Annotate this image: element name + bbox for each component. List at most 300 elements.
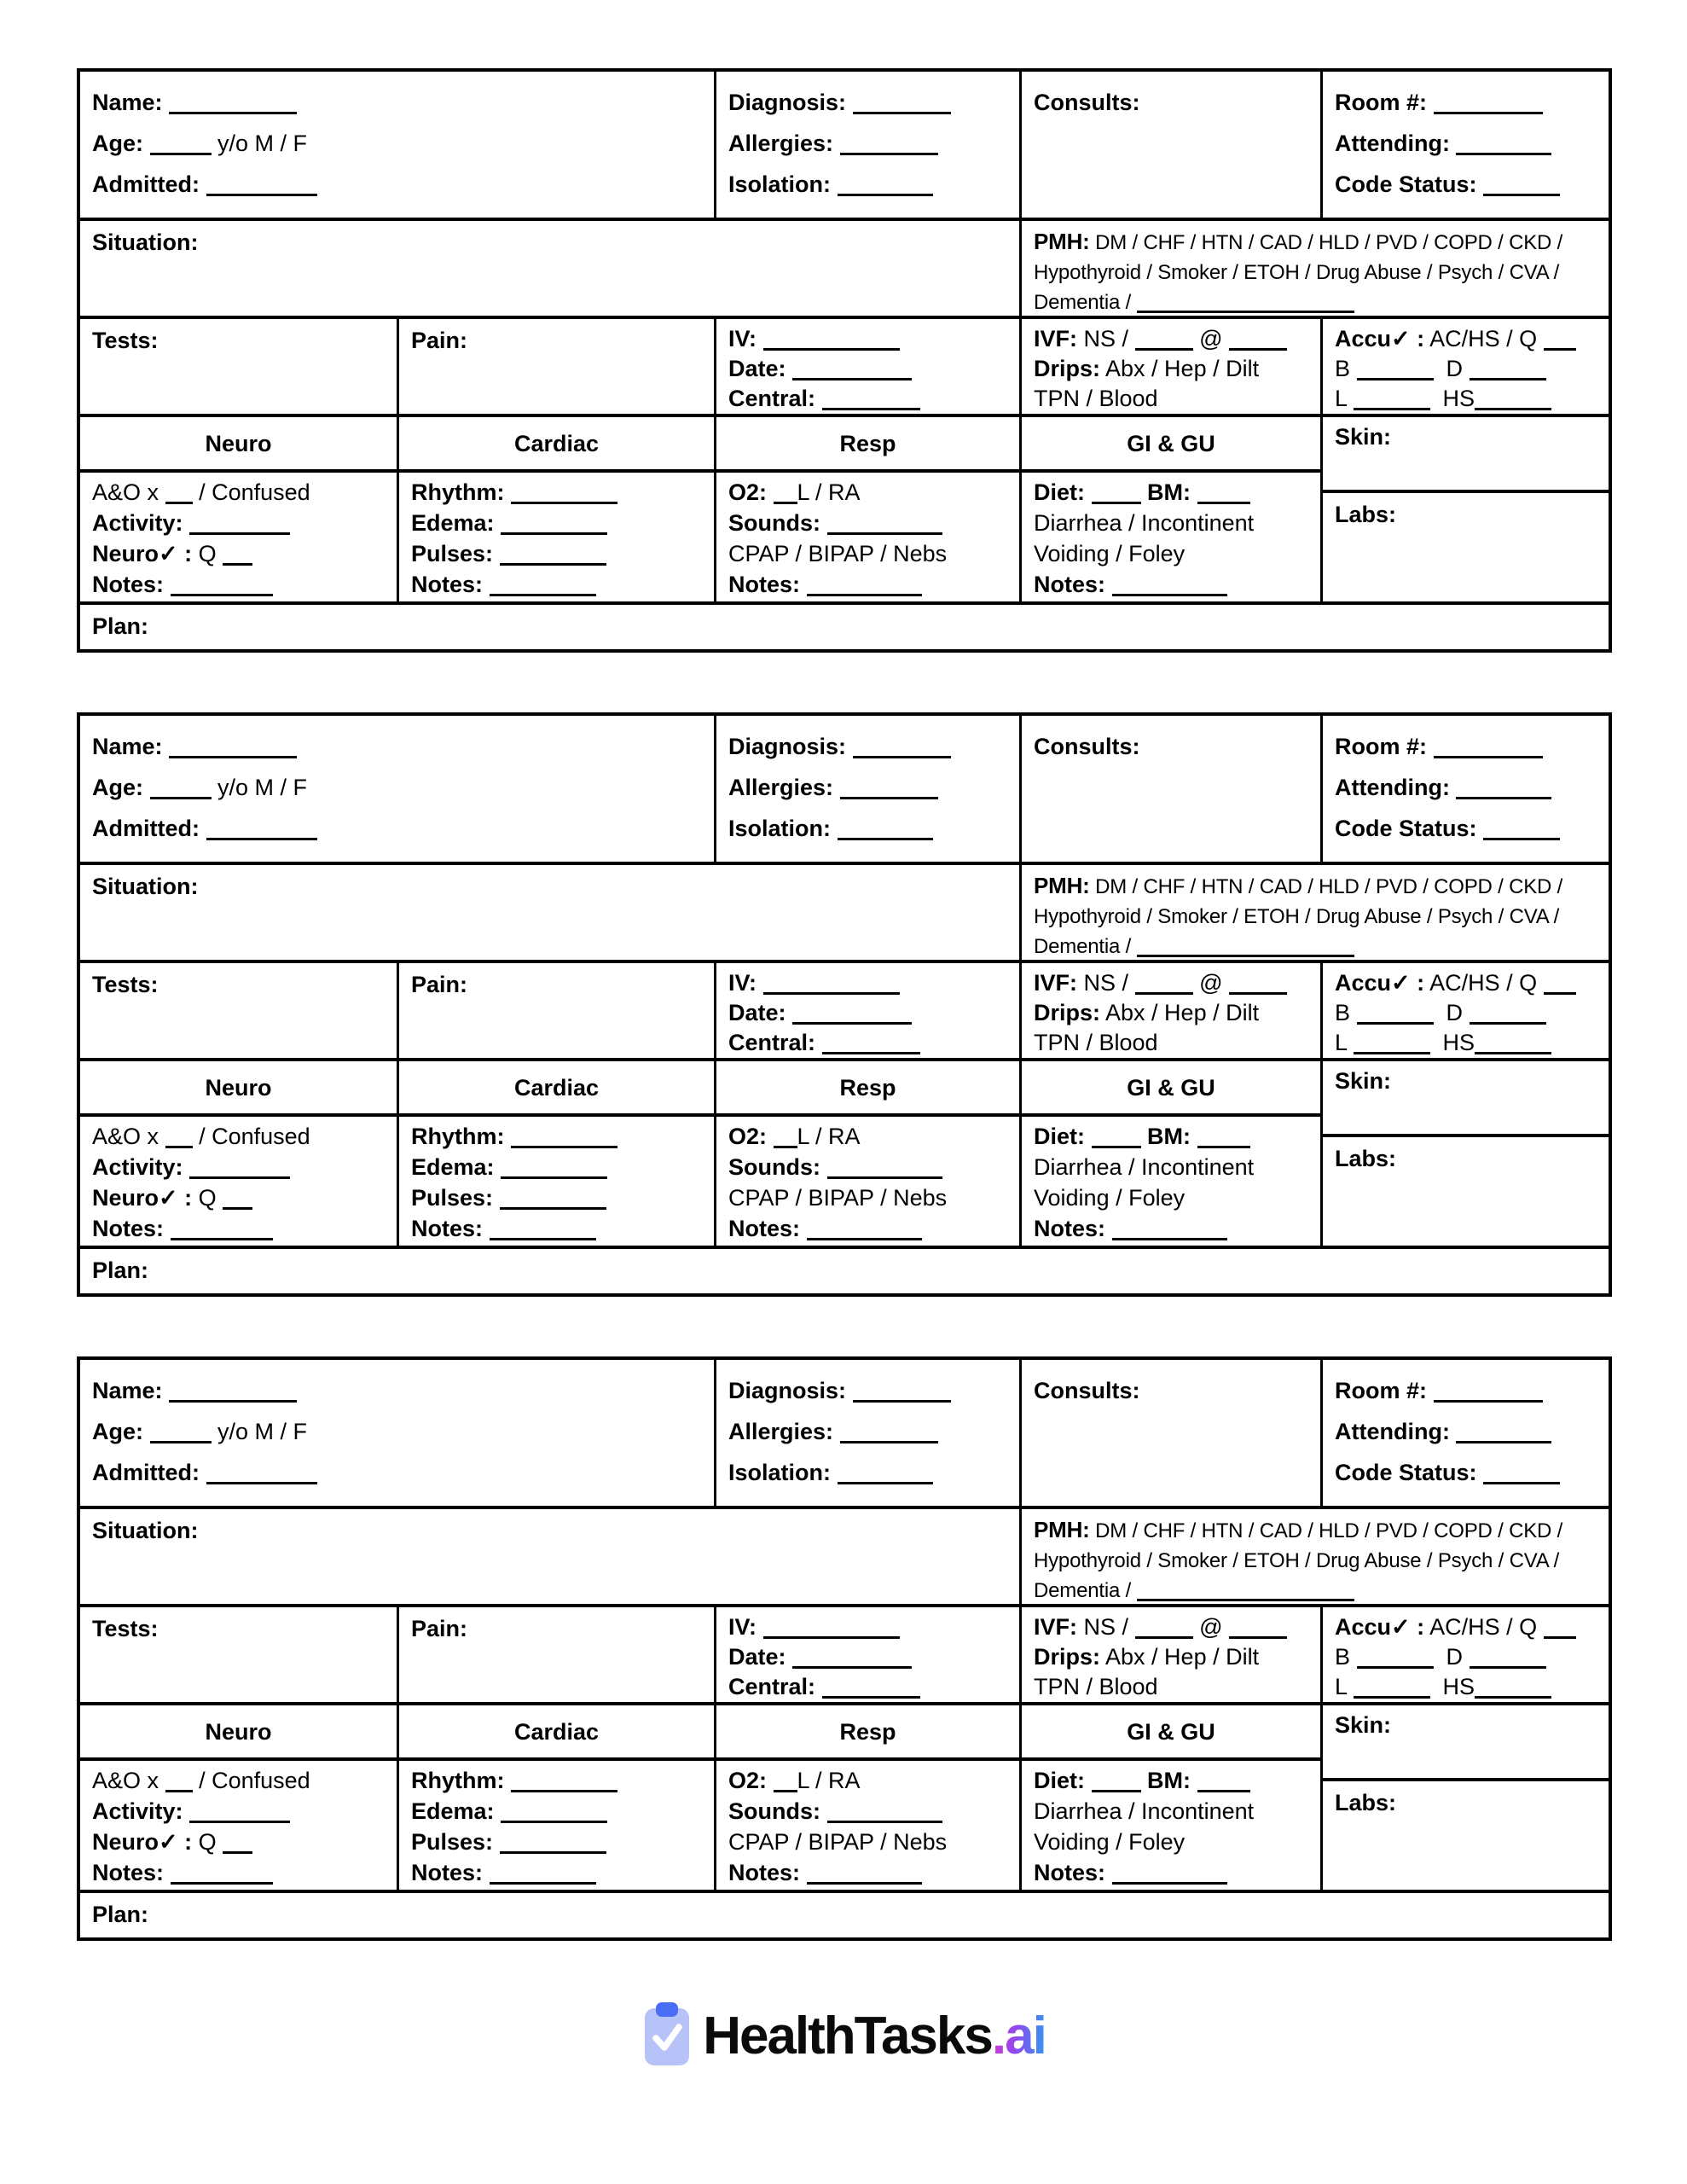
neuro-notes-label: Notes: — [92, 1216, 165, 1241]
ivf-at-blank-line — [1229, 976, 1287, 995]
room-label: Room #: — [1335, 734, 1427, 759]
neuro-check-q: Q — [198, 1829, 217, 1855]
situation-cell — [80, 1506, 1019, 1604]
ivf-rate-blank-line — [1135, 1620, 1193, 1639]
accucheck-hs-blank-line — [1475, 392, 1551, 410]
allergies-label: Allergies: — [728, 131, 834, 156]
sounds-label: Sounds: — [728, 1798, 820, 1824]
cardiac-body-cell — [397, 1113, 714, 1246]
isolation-blank-line — [838, 1466, 933, 1484]
room-blank-line — [1434, 1384, 1543, 1403]
gi-options-line: Diarrhea / Incontinent — [1034, 510, 1255, 536]
attending-label: Attending: — [1335, 775, 1450, 800]
neuro-check-blank-line — [223, 1191, 252, 1210]
accucheck-q-blank-line — [1544, 976, 1576, 995]
pmh-cell — [1019, 862, 1609, 960]
resp-header-label: Resp — [839, 1075, 896, 1101]
resp-notes-blank-line — [807, 1222, 922, 1240]
activity-label: Activity: — [92, 1154, 183, 1180]
attending-label: Attending: — [1335, 1419, 1450, 1444]
age-label: Age: — [92, 1419, 143, 1444]
ao-confused-option: / Confused — [199, 479, 310, 505]
bm-blank-line — [1197, 1130, 1250, 1148]
accucheck-l-label: L — [1335, 1030, 1348, 1055]
diagnosis-cell — [714, 1360, 1019, 1506]
sounds-label: Sounds: — [728, 1154, 820, 1180]
neuro-notes-blank-line — [171, 1222, 273, 1240]
neuro-check-blank-line — [223, 1835, 252, 1854]
edema-blank-line — [501, 1804, 607, 1823]
accucheck-hs-label: HS — [1442, 386, 1475, 411]
code-status-blank-line — [1483, 177, 1560, 196]
ivf-at-symbol: @ — [1199, 970, 1223, 996]
skin-label: Skin: — [1335, 1068, 1392, 1094]
accucheck-d-blank-line — [1470, 1006, 1546, 1025]
pmh-cell — [1019, 1506, 1609, 1604]
labs-cell — [1323, 1137, 1609, 1172]
accucheck-schedule: AC/HS / Q — [1429, 970, 1538, 996]
consults-label: Consults: — [1034, 734, 1140, 759]
accucheck-schedule: AC/HS / Q — [1429, 326, 1538, 351]
gu-options-line: Voiding / Foley — [1034, 1185, 1186, 1211]
neuro-check-q: Q — [198, 541, 217, 566]
name-label: Name: — [92, 90, 163, 115]
resp-header-label: Resp — [839, 431, 896, 456]
o2-options: L / RA — [797, 1768, 861, 1793]
o2-options: L / RA — [797, 479, 861, 505]
accucheck-cell — [1320, 1604, 1609, 1702]
neuro-check-blank-line — [223, 547, 252, 566]
patient-identity-cell — [80, 716, 714, 862]
ivf-drips-cell — [1019, 960, 1320, 1058]
neuro-header-label: Neuro — [205, 431, 272, 456]
ivf-fluid-option: NS / — [1083, 1614, 1129, 1640]
iv-label: IV: — [728, 970, 757, 996]
iv-access-cell — [714, 960, 1019, 1058]
cardiac-header-label: Cardiac — [513, 1719, 600, 1745]
drips-options: Abx / Hep / Dilt — [1105, 1000, 1260, 1025]
ivf-at-symbol: @ — [1199, 1614, 1223, 1640]
diet-label: Diet: — [1034, 1124, 1085, 1149]
tests-label: Tests: — [92, 972, 159, 997]
ivf-drips-cell — [1019, 1604, 1320, 1702]
skin-labs-cell — [1320, 1702, 1609, 1890]
name-blank-line — [169, 1384, 297, 1403]
tpn-blood-options: TPN / Blood — [1034, 1030, 1158, 1055]
resp-notes-label: Notes: — [728, 1216, 801, 1241]
pain-label: Pain: — [411, 1616, 468, 1641]
tests-cell — [80, 960, 397, 1058]
iv-date-blank-line — [792, 1650, 912, 1669]
iv-access-cell — [714, 1604, 1019, 1702]
pain-label: Pain: — [411, 328, 468, 353]
iv-date-blank-line — [792, 362, 912, 380]
gi-gu-notes-label: Notes: — [1034, 1860, 1106, 1885]
resp-notes-blank-line — [807, 578, 922, 596]
iv-blank-line — [763, 332, 900, 351]
skin-cell — [1323, 417, 1609, 493]
cardiac-notes-label: Notes: — [411, 1860, 484, 1885]
ao-prefix: A&O x — [92, 1124, 159, 1149]
drips-options: Abx / Hep / Dilt — [1105, 1644, 1260, 1670]
diagnosis-blank-line — [853, 1384, 951, 1403]
accucheck-l-blank-line — [1354, 1680, 1430, 1699]
neuro-check-q: Q — [198, 1185, 217, 1211]
o2-blank-line — [774, 1130, 797, 1148]
neuro-header-label: Neuro — [205, 1075, 272, 1101]
patient-report-card — [77, 68, 1612, 653]
pmh-options-line2: Hypothyroid / Smoker / ETOH / Drug Abuse / Psych / CVA / — [1034, 905, 1560, 928]
gi-gu-body-cell — [1019, 469, 1320, 601]
tpn-blood-options: TPN / Blood — [1034, 1674, 1158, 1699]
section-header-neuro — [80, 414, 397, 469]
resp-modes-options: CPAP / BIPAP / Nebs — [728, 1185, 948, 1211]
name-label: Name: — [92, 1378, 163, 1403]
gi-gu-notes-label: Notes: — [1034, 1216, 1106, 1241]
central-blank-line — [822, 1680, 920, 1699]
pmh-blank-line — [1137, 1583, 1354, 1601]
accucheck-b-blank-line — [1357, 362, 1434, 380]
accucheck-label: Accu✓ : — [1335, 1614, 1425, 1640]
edema-label: Edema: — [411, 1798, 495, 1824]
accucheck-b-label: B — [1335, 356, 1351, 381]
ivf-label: IVF: — [1034, 970, 1077, 996]
cardiac-body-cell — [397, 1757, 714, 1890]
accucheck-d-blank-line — [1470, 362, 1546, 380]
rhythm-label: Rhythm: — [411, 1124, 505, 1149]
drips-label: Drips: — [1034, 356, 1101, 381]
cardiac-header-label: Cardiac — [513, 1075, 600, 1101]
room-attending-cell — [1320, 716, 1609, 862]
rhythm-blank-line — [511, 485, 617, 504]
bm-label: BM: — [1147, 479, 1191, 505]
age-options: y/o M / F — [217, 131, 308, 156]
room-attending-cell — [1320, 72, 1609, 218]
code-status-label: Code Status: — [1335, 1460, 1477, 1485]
attending-blank-line — [1456, 1425, 1551, 1443]
drips-options: Abx / Hep / Dilt — [1105, 356, 1260, 381]
edema-label: Edema: — [411, 510, 495, 536]
pmh-label: PMH: — [1034, 229, 1090, 254]
ao-confused-option: / Confused — [199, 1124, 310, 1149]
section-header-gi-gu — [1019, 1702, 1320, 1757]
accucheck-b-blank-line — [1357, 1006, 1434, 1025]
pain-cell — [397, 1604, 714, 1702]
isolation-label: Isolation: — [728, 1460, 831, 1485]
iv-date-label: Date: — [728, 356, 786, 381]
ivf-at-symbol: @ — [1199, 326, 1223, 351]
o2-blank-line — [774, 1774, 797, 1792]
iv-date-label: Date: — [728, 1000, 786, 1025]
edema-label: Edema: — [411, 1154, 495, 1180]
iv-label: IV: — [728, 326, 757, 351]
skin-cell — [1323, 1061, 1609, 1137]
neuro-body-cell — [80, 1113, 397, 1246]
resp-modes-options: CPAP / BIPAP / Nebs — [728, 1829, 948, 1855]
age-blank-line — [150, 1425, 212, 1443]
section-header-resp — [714, 1058, 1019, 1113]
ivf-label: IVF: — [1034, 1614, 1077, 1640]
situation-cell — [80, 218, 1019, 316]
age-label: Age: — [92, 131, 143, 156]
pmh-options-line3: Dementia / — [1034, 1579, 1132, 1602]
patient-identity-cell — [80, 1360, 714, 1506]
diagnosis-blank-line — [853, 740, 951, 758]
accucheck-cell — [1320, 316, 1609, 414]
labs-cell — [1323, 1781, 1609, 1816]
gi-gu-notes-blank-line — [1112, 1222, 1227, 1240]
o2-label: O2: — [728, 1768, 768, 1793]
clipboard-check-icon — [643, 2001, 691, 2071]
pmh-options-line1: DM / CHF / HTN / CAD / HLD / PVD / COPD / CKD / — [1095, 1519, 1563, 1542]
ivf-rate-blank-line — [1135, 976, 1193, 995]
accucheck-schedule: AC/HS / Q — [1429, 1614, 1538, 1640]
ao-blank-line — [165, 1130, 193, 1148]
accucheck-label: Accu✓ : — [1335, 326, 1425, 351]
cardiac-notes-blank-line — [490, 1222, 596, 1240]
iv-date-label: Date: — [728, 1644, 786, 1670]
bm-label: BM: — [1147, 1768, 1191, 1793]
activity-blank-line — [189, 516, 290, 535]
central-blank-line — [822, 1036, 920, 1054]
gi-options-line: Diarrhea / Incontinent — [1034, 1154, 1255, 1180]
room-blank-line — [1434, 740, 1543, 758]
room-attending-cell — [1320, 1360, 1609, 1506]
resp-notes-label: Notes: — [728, 1860, 801, 1885]
attending-label: Attending: — [1335, 131, 1450, 156]
section-header-resp — [714, 1702, 1019, 1757]
neuro-notes-label: Notes: — [92, 572, 165, 597]
code-status-blank-line — [1483, 822, 1560, 840]
rhythm-label: Rhythm: — [411, 1768, 505, 1793]
situation-label: Situation: — [92, 1518, 199, 1543]
accucheck-b-label: B — [1335, 1644, 1351, 1670]
gi-gu-header-label: GI & GU — [1127, 431, 1215, 456]
situation-label: Situation: — [92, 874, 199, 899]
patient-report-card — [77, 1356, 1612, 1941]
isolation-blank-line — [838, 822, 933, 840]
age-label: Age: — [92, 775, 143, 800]
consults-cell — [1019, 716, 1320, 862]
cardiac-body-cell — [397, 469, 714, 601]
diagnosis-blank-line — [853, 96, 951, 114]
diet-blank-line — [1092, 485, 1141, 504]
diagnosis-cell — [714, 716, 1019, 862]
bm-label: BM: — [1147, 1124, 1191, 1149]
section-header-cardiac — [397, 1702, 714, 1757]
admitted-blank-line — [206, 822, 317, 840]
iv-label: IV: — [728, 1614, 757, 1640]
drips-label: Drips: — [1034, 1644, 1101, 1670]
accucheck-cell — [1320, 960, 1609, 1058]
situation-label: Situation: — [92, 229, 199, 255]
labs-cell — [1323, 493, 1609, 528]
accucheck-hs-blank-line — [1475, 1036, 1551, 1054]
labs-label: Labs: — [1335, 502, 1397, 527]
code-status-label: Code Status: — [1335, 171, 1477, 197]
tests-label: Tests: — [92, 328, 159, 353]
pain-cell — [397, 960, 714, 1058]
diagnosis-cell — [714, 72, 1019, 218]
accucheck-l-blank-line — [1354, 1036, 1430, 1054]
edema-blank-line — [501, 1160, 607, 1179]
gi-gu-notes-blank-line — [1112, 578, 1227, 596]
accucheck-l-blank-line — [1354, 392, 1430, 410]
attending-blank-line — [1456, 781, 1551, 799]
consults-label: Consults: — [1034, 90, 1140, 115]
plan-cell — [80, 601, 1609, 649]
activity-blank-line — [189, 1160, 290, 1179]
resp-modes-options: CPAP / BIPAP / Nebs — [728, 541, 948, 566]
plan-cell — [80, 1890, 1609, 1937]
plan-label: Plan: — [92, 1902, 149, 1927]
accucheck-q-blank-line — [1544, 1620, 1576, 1639]
accucheck-hs-blank-line — [1475, 1680, 1551, 1699]
edema-blank-line — [501, 516, 607, 535]
ivf-fluid-option: NS / — [1083, 326, 1129, 351]
pmh-options-line2: Hypothyroid / Smoker / ETOH / Drug Abuse / Psych / CVA / — [1034, 261, 1560, 284]
section-header-cardiac — [397, 414, 714, 469]
gu-options-line: Voiding / Foley — [1034, 541, 1186, 566]
diagnosis-label: Diagnosis: — [728, 90, 847, 115]
cardiac-notes-label: Notes: — [411, 572, 484, 597]
brand-footer — [77, 2001, 1612, 2071]
o2-label: O2: — [728, 479, 768, 505]
ao-prefix: A&O x — [92, 1768, 159, 1793]
neuro-notes-blank-line — [171, 1866, 273, 1885]
diet-blank-line — [1092, 1774, 1141, 1792]
resp-notes-blank-line — [807, 1866, 922, 1885]
pulses-label: Pulses: — [411, 1185, 494, 1211]
skin-label: Skin: — [1335, 1712, 1392, 1738]
consults-label: Consults: — [1034, 1378, 1140, 1403]
pulses-blank-line — [500, 1191, 606, 1210]
activity-label: Activity: — [92, 1798, 183, 1824]
pmh-label: PMH: — [1034, 1517, 1090, 1542]
pulses-label: Pulses: — [411, 541, 494, 566]
neuro-header-label: Neuro — [205, 1719, 272, 1745]
cardiac-notes-blank-line — [490, 578, 596, 596]
neuro-check-label: Neuro✓ : — [92, 541, 193, 566]
rhythm-blank-line — [511, 1774, 617, 1792]
cardiac-notes-label: Notes: — [411, 1216, 484, 1241]
rhythm-label: Rhythm: — [411, 479, 505, 505]
admitted-label: Admitted: — [92, 816, 200, 841]
gi-gu-header-label: GI & GU — [1127, 1075, 1215, 1101]
iv-blank-line — [763, 976, 900, 995]
age-blank-line — [150, 136, 212, 155]
admitted-blank-line — [206, 177, 317, 196]
diet-blank-line — [1092, 1130, 1141, 1148]
allergies-blank-line — [840, 781, 938, 799]
ivf-label: IVF: — [1034, 326, 1077, 351]
pulses-blank-line — [500, 1835, 606, 1854]
patient-report-card — [77, 712, 1612, 1297]
pmh-options-line3: Dementia / — [1034, 935, 1132, 958]
ao-confused-option: / Confused — [199, 1768, 310, 1793]
o2-blank-line — [774, 485, 797, 504]
pmh-options-line3: Dementia / — [1034, 291, 1132, 314]
neuro-body-cell — [80, 1757, 397, 1890]
section-header-neuro — [80, 1058, 397, 1113]
section-header-gi-gu — [1019, 1058, 1320, 1113]
neuro-notes-blank-line — [171, 578, 273, 596]
pulses-label: Pulses: — [411, 1829, 494, 1855]
tpn-blood-options: TPN / Blood — [1034, 386, 1158, 411]
tests-cell — [80, 316, 397, 414]
isolation-label: Isolation: — [728, 171, 831, 197]
accucheck-d-blank-line — [1470, 1650, 1546, 1669]
pmh-options-line1: DM / CHF / HTN / CAD / HLD / PVD / COPD / CKD / — [1095, 875, 1563, 898]
allergies-label: Allergies: — [728, 1419, 834, 1444]
o2-label: O2: — [728, 1124, 768, 1149]
gi-gu-notes-label: Notes: — [1034, 572, 1106, 597]
pulses-blank-line — [500, 547, 606, 566]
room-blank-line — [1434, 96, 1543, 114]
allergies-label: Allergies: — [728, 775, 834, 800]
brand-wordmark — [703, 2006, 1046, 2066]
room-label: Room #: — [1335, 1378, 1427, 1403]
plan-label: Plan: — [92, 613, 149, 639]
name-blank-line — [169, 740, 297, 758]
sounds-label: Sounds: — [728, 510, 820, 536]
ivf-rate-blank-line — [1135, 332, 1193, 351]
pmh-blank-line — [1137, 294, 1354, 313]
resp-body-cell — [714, 1757, 1019, 1890]
central-line-label: Central: — [728, 1674, 816, 1699]
pmh-cell — [1019, 218, 1609, 316]
iv-access-cell — [714, 316, 1019, 414]
diet-label: Diet: — [1034, 479, 1085, 505]
sounds-blank-line — [827, 1804, 942, 1823]
section-header-cardiac — [397, 1058, 714, 1113]
accucheck-d-label: D — [1446, 356, 1464, 381]
pmh-options-line2: Hypothyroid / Smoker / ETOH / Drug Abuse / Psych / CVA / — [1034, 1549, 1560, 1572]
resp-body-cell — [714, 469, 1019, 601]
section-header-resp — [714, 414, 1019, 469]
room-label: Room #: — [1335, 90, 1427, 115]
consults-cell — [1019, 1360, 1320, 1506]
name-label: Name: — [92, 734, 163, 759]
accucheck-hs-label: HS — [1442, 1030, 1475, 1055]
accucheck-l-label: L — [1335, 1674, 1348, 1699]
report-cards — [77, 68, 1612, 1941]
patient-identity-cell — [80, 72, 714, 218]
section-header-neuro — [80, 1702, 397, 1757]
admitted-label: Admitted: — [92, 171, 200, 197]
name-blank-line — [169, 96, 297, 114]
drips-label: Drips: — [1034, 1000, 1101, 1025]
ivf-drips-cell — [1019, 316, 1320, 414]
tests-cell — [80, 1604, 397, 1702]
sounds-blank-line — [827, 516, 942, 535]
ao-prefix: A&O x — [92, 479, 159, 505]
plan-label: Plan: — [92, 1258, 149, 1283]
attending-blank-line — [1456, 136, 1551, 155]
activity-label: Activity: — [92, 510, 183, 536]
brand-name: HealthTasks — [703, 2007, 992, 2065]
accucheck-b-label: B — [1335, 1000, 1351, 1025]
isolation-label: Isolation: — [728, 816, 831, 841]
iv-date-blank-line — [792, 1006, 912, 1025]
gi-gu-body-cell — [1019, 1757, 1320, 1890]
accucheck-q-blank-line — [1544, 332, 1576, 351]
section-header-gi-gu — [1019, 414, 1320, 469]
allergies-blank-line — [840, 1425, 938, 1443]
brand-suffix: .ai — [991, 2007, 1046, 2065]
age-options: y/o M / F — [217, 775, 308, 800]
neuro-notes-label: Notes: — [92, 1860, 165, 1885]
